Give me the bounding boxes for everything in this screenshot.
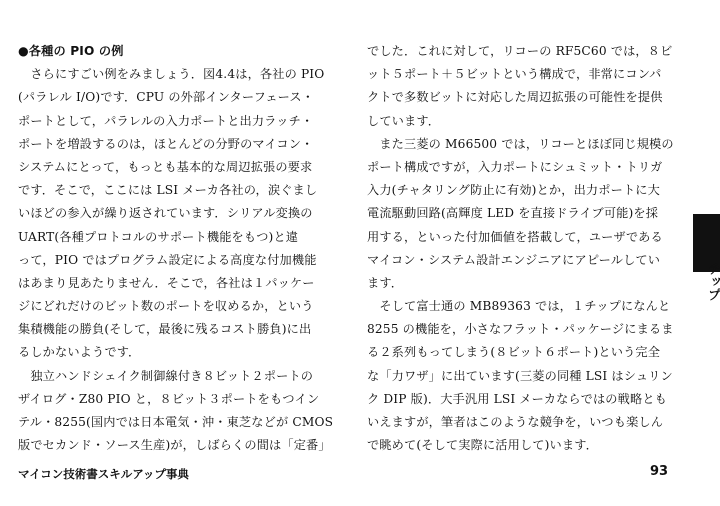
right-text-line: ット５ポート＋５ビットという構成で，非常にコンパ — [367, 67, 662, 82]
right-text-line: 用する，といった付加価値を搭載して，ユーザである — [367, 229, 663, 244]
left-text-line: システムにとって，もっとも基本的な周辺拡張の要求 — [18, 159, 313, 174]
left-text-line: 集積機能の勝負(そして，最後に残るコスト勝負)に出 — [18, 322, 312, 337]
left-text-line: いほどの参入が繰り返されています．シリアル変換の — [18, 206, 313, 221]
right-text-line: で眺めて(そして実際に活用して)います． — [367, 438, 598, 453]
right-text-line: 8255 の機能を，小さなフラット・パッケージにまるま — [367, 322, 674, 337]
left-text-line: (パラレル I/O)です．CPU の外部インターフェース・ — [18, 90, 315, 105]
left-text-line: 独立ハンドシェイク制御線付き８ビット２ポートの — [18, 368, 314, 383]
running-footer-title: マイコン技術書スキルアップ事典 — [18, 467, 189, 481]
left-text-line: ジにどれだけのビット数のポートを収めるか，という — [18, 299, 314, 314]
section-heading: ●各種の PIO の例 — [18, 44, 124, 58]
right-text-column — [367, 40, 682, 457]
right-text-line: ク DIP 版)．大手汎用 LSI メーカならではの戦略とも — [367, 391, 667, 406]
left-text-column — [18, 40, 333, 457]
left-text-line: ポートとして，パラレルの入力ポートと出力ラッチ・ — [18, 113, 314, 128]
right-text-line: 電流駆動回路(高輝度 LED を直接ドライブ可能)を採 — [367, 206, 659, 221]
right-text-line: ます． — [367, 275, 404, 290]
right-text-line: しています． — [367, 113, 441, 128]
left-text-line: るしかないようです． — [18, 345, 141, 360]
right-text-line: ポート構成ですが，入力ポートにシュミット・トリガ — [367, 159, 663, 174]
left-text-line: 版でセカンド・ソース生産)が，しばらくの間は「定番」 — [18, 438, 331, 453]
left-text-line: ポートを増設するのは，ほとんどの分野のマイコン・ — [18, 136, 314, 151]
right-text-line: 入力(チャタリング防止に有効)とか，出力ポートに大 — [367, 183, 660, 198]
left-text-line: って，PIO ではプログラム設定による高度な付加機能 — [18, 252, 317, 267]
page-number: 93 — [650, 464, 669, 479]
left-text-line: です．そこで，ここには LSI メーカ各社の，涙ぐまし — [18, 183, 318, 198]
left-text-line: ザイログ・Z80 PIO と，８ビット３ポートをもつイン — [18, 391, 320, 406]
left-text-line: テル・8255(国内では日本電気・沖・東芝などが CMOS — [18, 415, 333, 429]
right-text-line: マイコン・システム設計エンジニアにアピールしてい — [367, 252, 661, 267]
section-thumb-label: チップ — [705, 262, 720, 301]
right-text-line: る２系列もってしまう(８ビット６ポート)という完全 — [367, 345, 661, 360]
left-text-line: UART(各種プロトコルのサポート機能をもつ)と違 — [18, 229, 299, 244]
right-text-line: クトで多数ビットに対応した周辺拡張の可能性を提供 — [367, 90, 663, 105]
right-text-line: な「力ワザ」に出ています(三菱の同種 LSI はシュリン — [367, 368, 673, 383]
right-text-line: また三菱の M66500 では，リコーとほぼ同じ規模の — [367, 136, 674, 151]
right-text-line: でした．これに対して，リコーの RF5C60 では，８ビ — [367, 44, 673, 58]
right-text-line: いえますが，筆者はこのような競争を，いつも楽しん — [367, 415, 664, 429]
left-text-line: さらにすごい例をみましょう．図4.4は，各社の PIO — [18, 67, 325, 82]
left-text-line: はあまり見あたりません．そこで，各社は１パッケー — [18, 275, 315, 290]
right-text-line: そして富士通の MB89363 では，１チップになんと — [367, 299, 671, 314]
